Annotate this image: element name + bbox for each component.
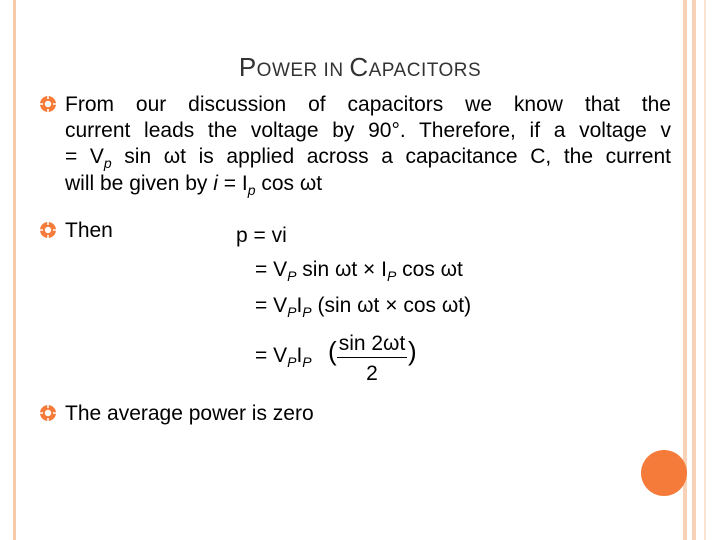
bullet-text: The average power is zero — [65, 402, 314, 425]
equation-line-3: = $V_PI_P$ (sin ωt × cos ωt) — [255, 294, 472, 320]
fraction-open-paren: ( — [328, 336, 337, 366]
gear-bullet-icon — [38, 94, 58, 114]
bullet-line: will be given by $i = I_p$ cos ωt — [65, 172, 323, 198]
fraction-numerator: sin 2ωt — [338, 332, 406, 355]
accent-circle — [641, 450, 687, 496]
equation-line-2: = $V_P$ $\sin \omega t \times I_P$ cos ωt — [255, 258, 463, 284]
bullet-text: Then — [65, 219, 113, 242]
fraction-denominator: 2 — [366, 362, 378, 385]
equation-line-4: = $V_PI_P$ — [255, 344, 312, 370]
fraction-close-paren: ) — [408, 336, 417, 366]
bullet-line: current leads the voltage by 90°. Therefore, if a voltage v — [65, 119, 671, 142]
equation-line-1: p = vi — [236, 224, 287, 247]
gear-bullet-icon — [38, 403, 58, 423]
bullet-line: From our discussion of capacitors we know that the — [65, 93, 671, 116]
bullet-paragraph — [65, 92, 671, 198]
fraction-bar — [337, 357, 407, 358]
gear-bullet-icon — [38, 220, 58, 240]
bullet-line: = $V_p$ sin ωt is applied across a capacitance C, the current — [65, 145, 671, 171]
slide-title: POWER IN CAPACITORS — [238, 52, 482, 82]
